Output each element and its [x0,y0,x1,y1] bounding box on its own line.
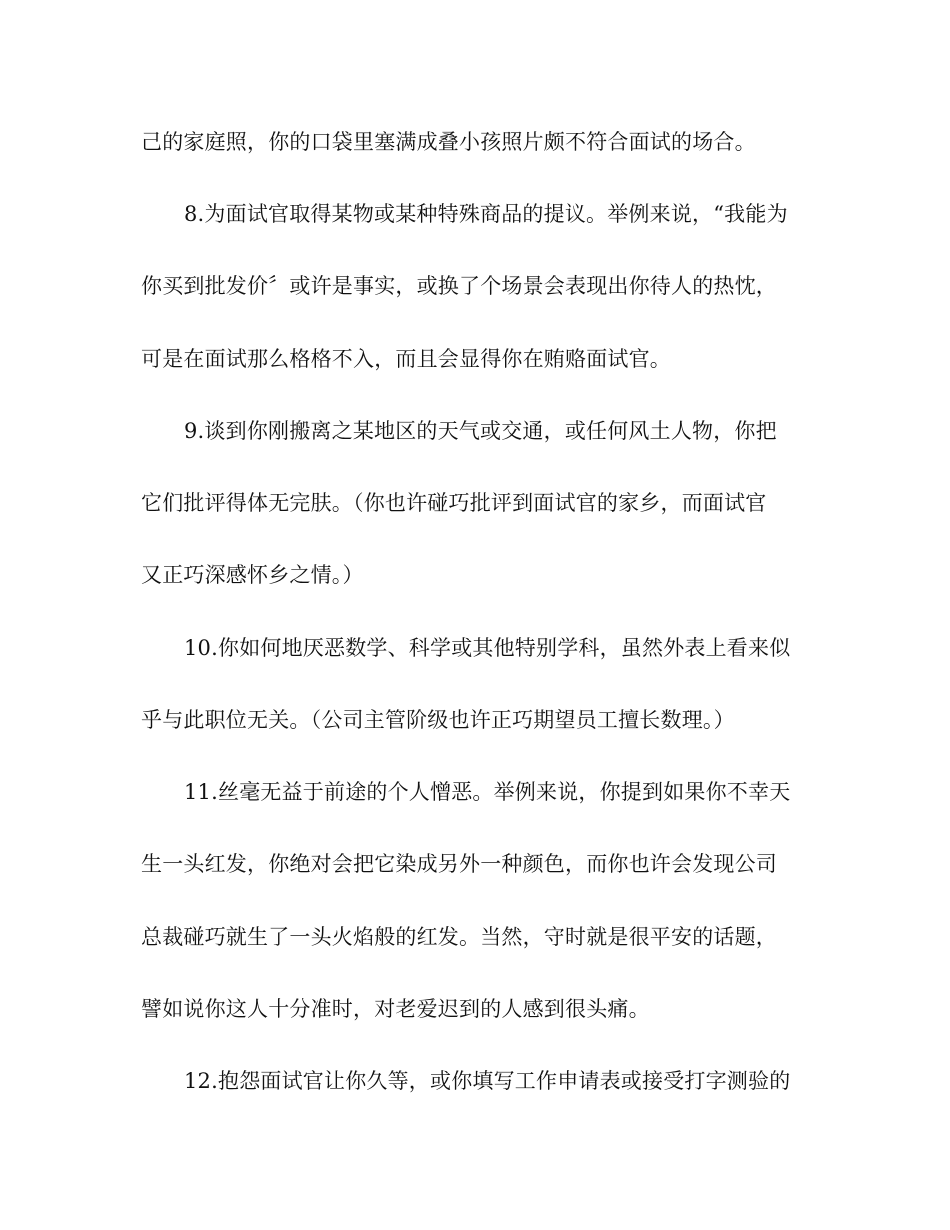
list-item-11-line: 11.丝毫无益于前途的个人憎恶。举例来说，你提到如果你不幸天 [184,780,791,804]
text-line: 生一头红发，你绝对会把它染成另外一种颜色，而你也许会发现公司 [141,852,777,876]
list-item-9-line: 9.谈到你刚搬离之某地区的天气或交通，或任何风土人物，你把 [184,419,777,443]
list-item-10-line: 10.你如何地厌恶数学、科学或其他特别学科，虽然外表上看来似 [184,636,791,660]
text-line: 它们批评得体无完肤。（你也许碰巧批评到面试官的家乡，而面试官 [141,491,767,515]
text-line: 譬如说你这人十分准时，对老爱迟到的人感到很头痛。 [141,997,650,1021]
text-line: 又正巧深感怀乡之情。） [141,563,364,587]
text-line: 你买到批发价〞或许是事实，或换了个场景会表现出你待人的热忱， [141,274,777,298]
text-line: 可是在面试那么格格不入，而且会显得你在贿赂面试官。 [141,347,671,371]
list-item-12-line: 12.抱怨面试官让你久等，或你填写工作申请表或接受打字测验的 [184,1069,791,1093]
text-line: 乎与此职位无关。（公司主管阶级也许正巧期望员工擅长数理。） [141,708,735,732]
text-line: 总裁碰巧就生了一头火焰般的红发。当然，守时就是很平安的话题， [141,925,777,949]
text-line: 己的家庭照，你的口袋里塞满成叠小孩照片颇不符合面试的场合。 [141,130,756,154]
list-item-8-line: 8.为面试官取得某物或某种特殊商品的提议。举例来说，“我能为 [184,202,788,226]
